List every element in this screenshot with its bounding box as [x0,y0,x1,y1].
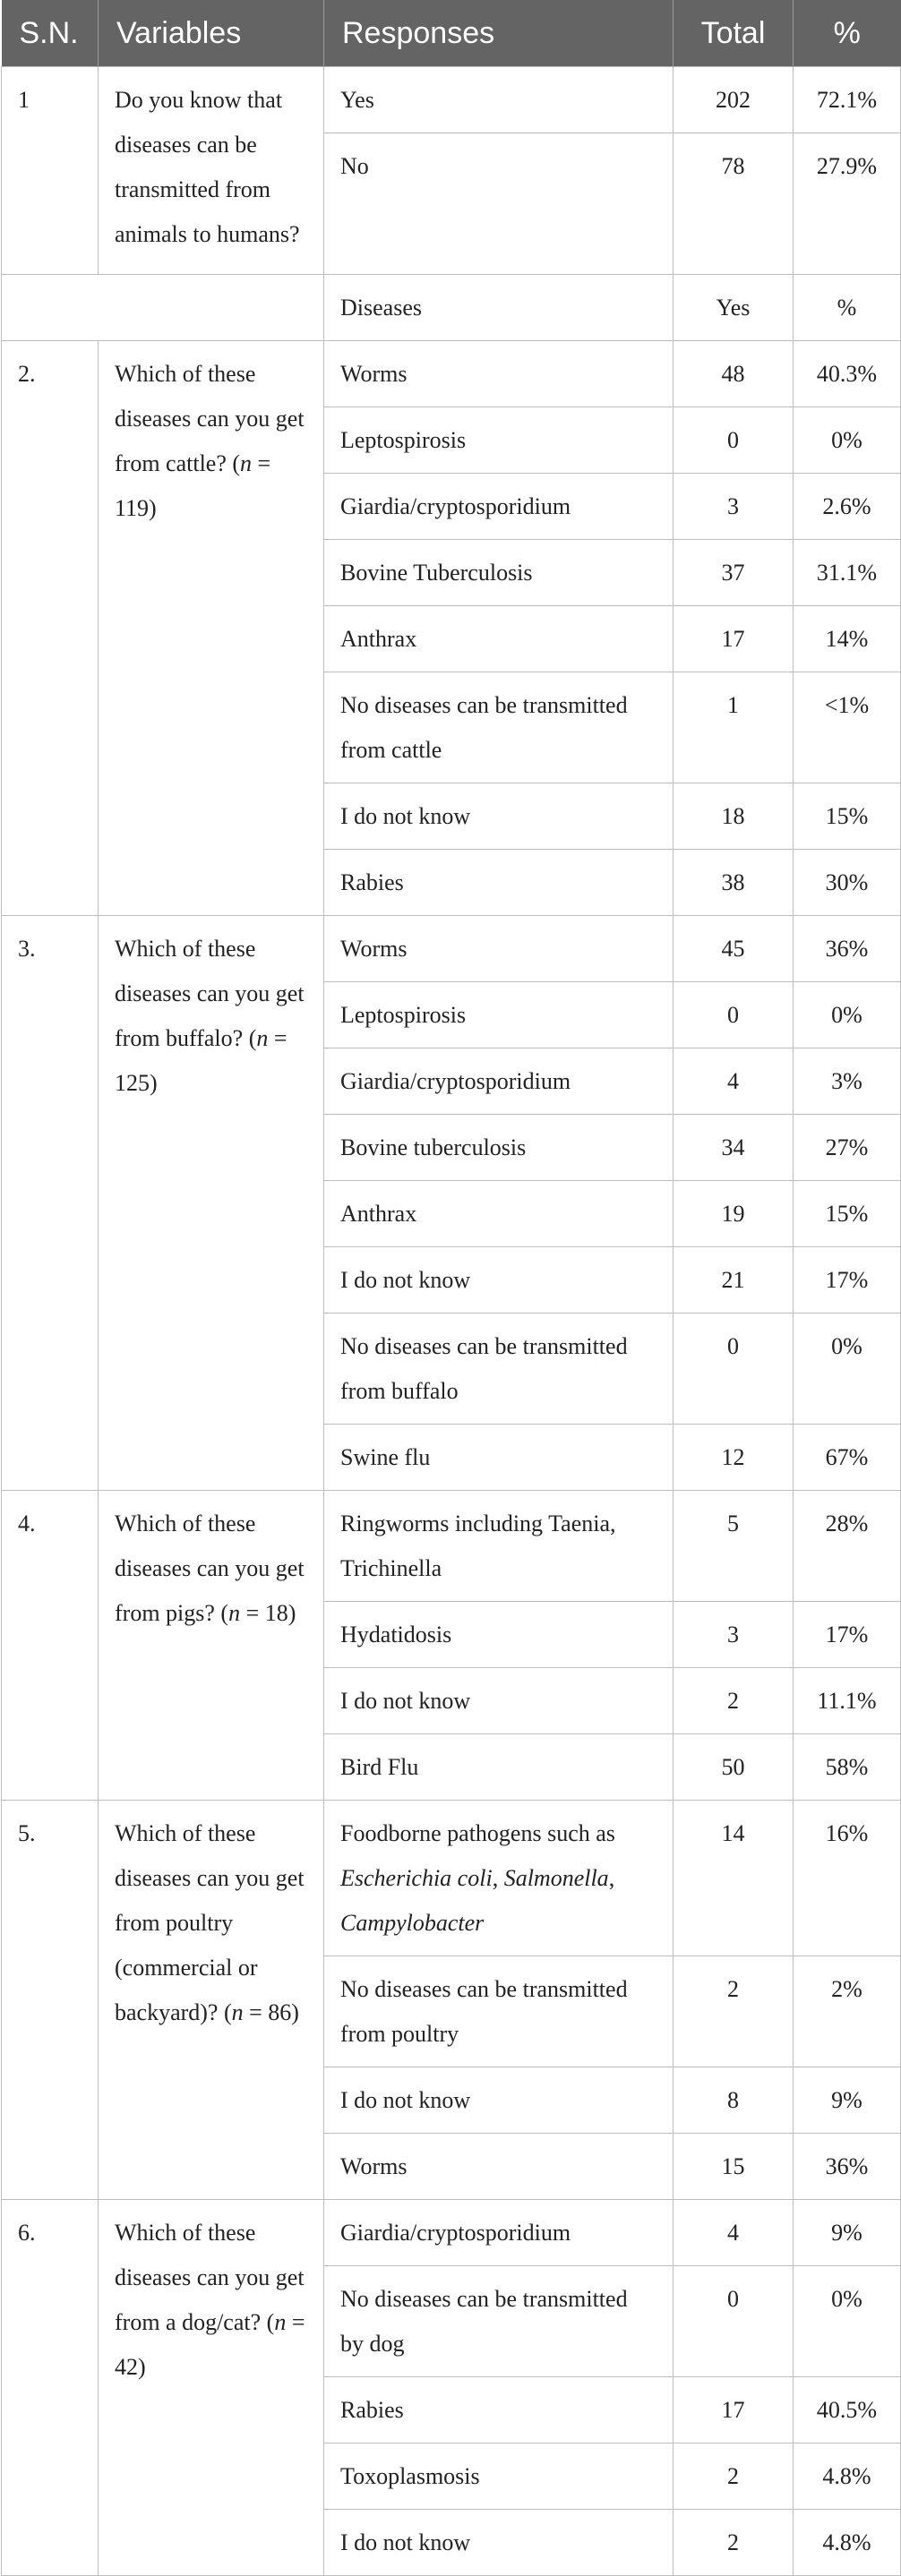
q5-pct: 36% [794,2134,901,2200]
table-row [2,67,901,133]
q3-pct: 36% [794,916,901,982]
q6-total: 4 [674,2200,794,2266]
q1-total: 202 [674,67,794,133]
subheader-yes: Yes [674,275,794,341]
q4-pct: 28% [794,1491,901,1602]
q5-sn: 5. [2,1801,99,2200]
q3-response: I do not know [324,1247,674,1314]
subheader-pct: % [794,275,901,341]
q3-response: Swine flu [324,1425,674,1491]
q5-pct: 9% [794,2067,901,2134]
q2-response: Leptospirosis [324,407,674,474]
q4-response: I do not know [324,1668,674,1734]
salmonella-name: Salmonella [503,1865,609,1891]
q4-total: 50 [674,1734,794,1801]
q2-total: 48 [674,341,794,407]
q3-total: 19 [674,1181,794,1247]
comma: , [608,1865,615,1891]
table-row [2,1491,901,1602]
header-pct: % [794,0,901,67]
q6-response: Rabies [324,2377,674,2443]
q6-response: I do not know [324,2510,674,2576]
q4-response: Ringworms including Taenia, Trichinella [324,1491,674,1602]
q4-total: 2 [674,1668,794,1734]
q4-variable-n: = 18) [240,1600,296,1626]
q2-pct: 15% [794,783,901,850]
subheader-diseases: Diseases [324,275,674,341]
table-row [2,1801,901,1956]
q3-total: 0 [674,982,794,1048]
q4-pct: 58% [794,1734,901,1801]
q1-pct: 72.1% [794,67,901,133]
q3-response: Giardia/cryptosporidium [324,1048,674,1115]
q5-response-foodborne [324,1801,674,1956]
q2-pct: <1% [794,672,901,783]
q2-response: Giardia/cryptosporidium [324,474,674,540]
header-sn: S.N. [2,0,99,67]
q2-variable-text: Which of these diseases can you get from cattle? ( [115,361,305,476]
q5-total: 8 [674,2067,794,2134]
ecoli-name: Escherichia coli [340,1865,493,1891]
q1-response: Yes [324,67,674,133]
q5-n-symbol: n [231,1999,244,2025]
q5-response: Worms [324,2134,674,2200]
q2-n-symbol: n [240,450,253,476]
q1-response: No [324,133,674,275]
q6-total: 0 [674,2266,794,2377]
q5-pct: 16% [794,1801,901,1956]
q5-total: 14 [674,1801,794,1956]
q3-n-symbol: n [256,1025,269,1051]
header-responses: Responses [324,0,674,67]
q5-variable-text: Which of these diseases can you get from poultry (commercial or backyard)? ( [115,1820,305,2025]
q2-response: No diseases can be transmitted from cattle [324,672,674,783]
q3-variable [99,916,324,1491]
q1-pct: 27.9% [794,133,901,275]
q2-total: 0 [674,407,794,474]
q3-total: 0 [674,1314,794,1425]
q2-total: 1 [674,672,794,783]
q2-pct: 14% [794,606,901,672]
q6-response: Giardia/cryptosporidium [324,2200,674,2266]
q2-response: Worms [324,341,674,407]
q5-total: 15 [674,2134,794,2200]
table-row [2,341,901,407]
q3-total: 4 [674,1048,794,1115]
q4-response: Bird Flu [324,1734,674,1801]
q5-total: 2 [674,1956,794,2067]
q6-n-symbol: n [274,2309,287,2335]
q3-total: 45 [674,916,794,982]
foodborne-prefix: Foodborne pathogens such as [340,1820,615,1846]
q2-total: 3 [674,474,794,540]
header-row [2,0,901,67]
q6-response: No diseases can be transmitted by dog [324,2266,674,2377]
campylobacter-name: Campylobacter [340,1910,485,1936]
q6-variable-n: = 42) [115,2309,305,2380]
q2-response: Anthrax [324,606,674,672]
table-row [2,2200,901,2266]
q2-response: I do not know [324,783,674,850]
q3-response: Worms [324,916,674,982]
q3-pct: 67% [794,1425,901,1491]
q3-total: 12 [674,1425,794,1491]
q6-variable [99,2200,324,2576]
q2-pct: 40.3% [794,341,901,407]
subheader-row [2,275,901,341]
q6-pct: 9% [794,2200,901,2266]
q4-variable [99,1491,324,1801]
q3-total: 21 [674,1247,794,1314]
comma: , [492,1865,504,1891]
q6-pct: 40.5% [794,2377,901,2443]
q1-sn: 1 [2,67,99,275]
q5-variable-n: = 86) [243,1999,299,2025]
q5-response: No diseases can be transmitted from poultry [324,1956,674,2067]
q4-total: 3 [674,1602,794,1668]
q5-variable [99,1801,324,2200]
q5-response: I do not know [324,2067,674,2134]
q6-pct: 4.8% [794,2510,901,2576]
q3-total: 34 [674,1115,794,1181]
header-total: Total [674,0,794,67]
survey-table [1,0,901,2576]
q3-pct: 17% [794,1247,901,1314]
q6-pct: 0% [794,2266,901,2377]
q3-variable-text: Which of these diseases can you get from buffalo? ( [115,936,305,1051]
q4-variable-text: Which of these diseases can you get from pigs? ( [115,1511,305,1626]
q2-variable-n: = 119) [115,450,271,521]
q1-variable: Do you know that diseases can be transmitted from animals to humans? [99,67,324,275]
q2-sn: 2. [2,341,99,916]
q5-pct: 2% [794,1956,901,2067]
q3-pct: 3% [794,1048,901,1115]
header-variables: Variables [99,0,324,67]
q4-n-symbol: n [228,1600,241,1626]
table-header [2,0,901,67]
q2-pct: 2.6% [794,474,901,540]
q2-total: 17 [674,606,794,672]
q2-total: 37 [674,540,794,606]
q3-pct: 0% [794,1314,901,1425]
q2-response: Bovine Tuberculosis [324,540,674,606]
q3-pct: 0% [794,982,901,1048]
q2-total: 18 [674,783,794,850]
q6-total: 2 [674,2510,794,2576]
q3-response: Bovine tuberculosis [324,1115,674,1181]
q4-pct: 11.1% [794,1668,901,1734]
q3-response: No diseases can be transmitted from buffalo [324,1314,674,1425]
q3-pct: 15% [794,1181,901,1247]
q6-total: 17 [674,2377,794,2443]
subheader-blank [2,275,324,341]
q3-sn: 3. [2,916,99,1491]
q6-pct: 4.8% [794,2443,901,2510]
q4-response: Hydatidosis [324,1602,674,1668]
q4-pct: 17% [794,1602,901,1668]
q6-total: 2 [674,2443,794,2510]
q1-total: 78 [674,133,794,275]
q2-pct: 31.1% [794,540,901,606]
q4-total: 5 [674,1491,794,1602]
table-row [2,916,901,982]
q3-pct: 27% [794,1115,901,1181]
q2-response: Rabies [324,850,674,916]
q3-response: Anthrax [324,1181,674,1247]
q4-sn: 4. [2,1491,99,1801]
q2-total: 38 [674,850,794,916]
q2-pct: 30% [794,850,901,916]
q6-variable-text: Which of these diseases can you get from a dog/cat? ( [115,2220,305,2335]
q3-response: Leptospirosis [324,982,674,1048]
q3-variable-n: = 125) [115,1025,287,1096]
q6-sn: 6. [2,2200,99,2576]
q6-response: Toxoplasmosis [324,2443,674,2510]
q2-pct: 0% [794,407,901,474]
q2-variable [99,341,324,916]
